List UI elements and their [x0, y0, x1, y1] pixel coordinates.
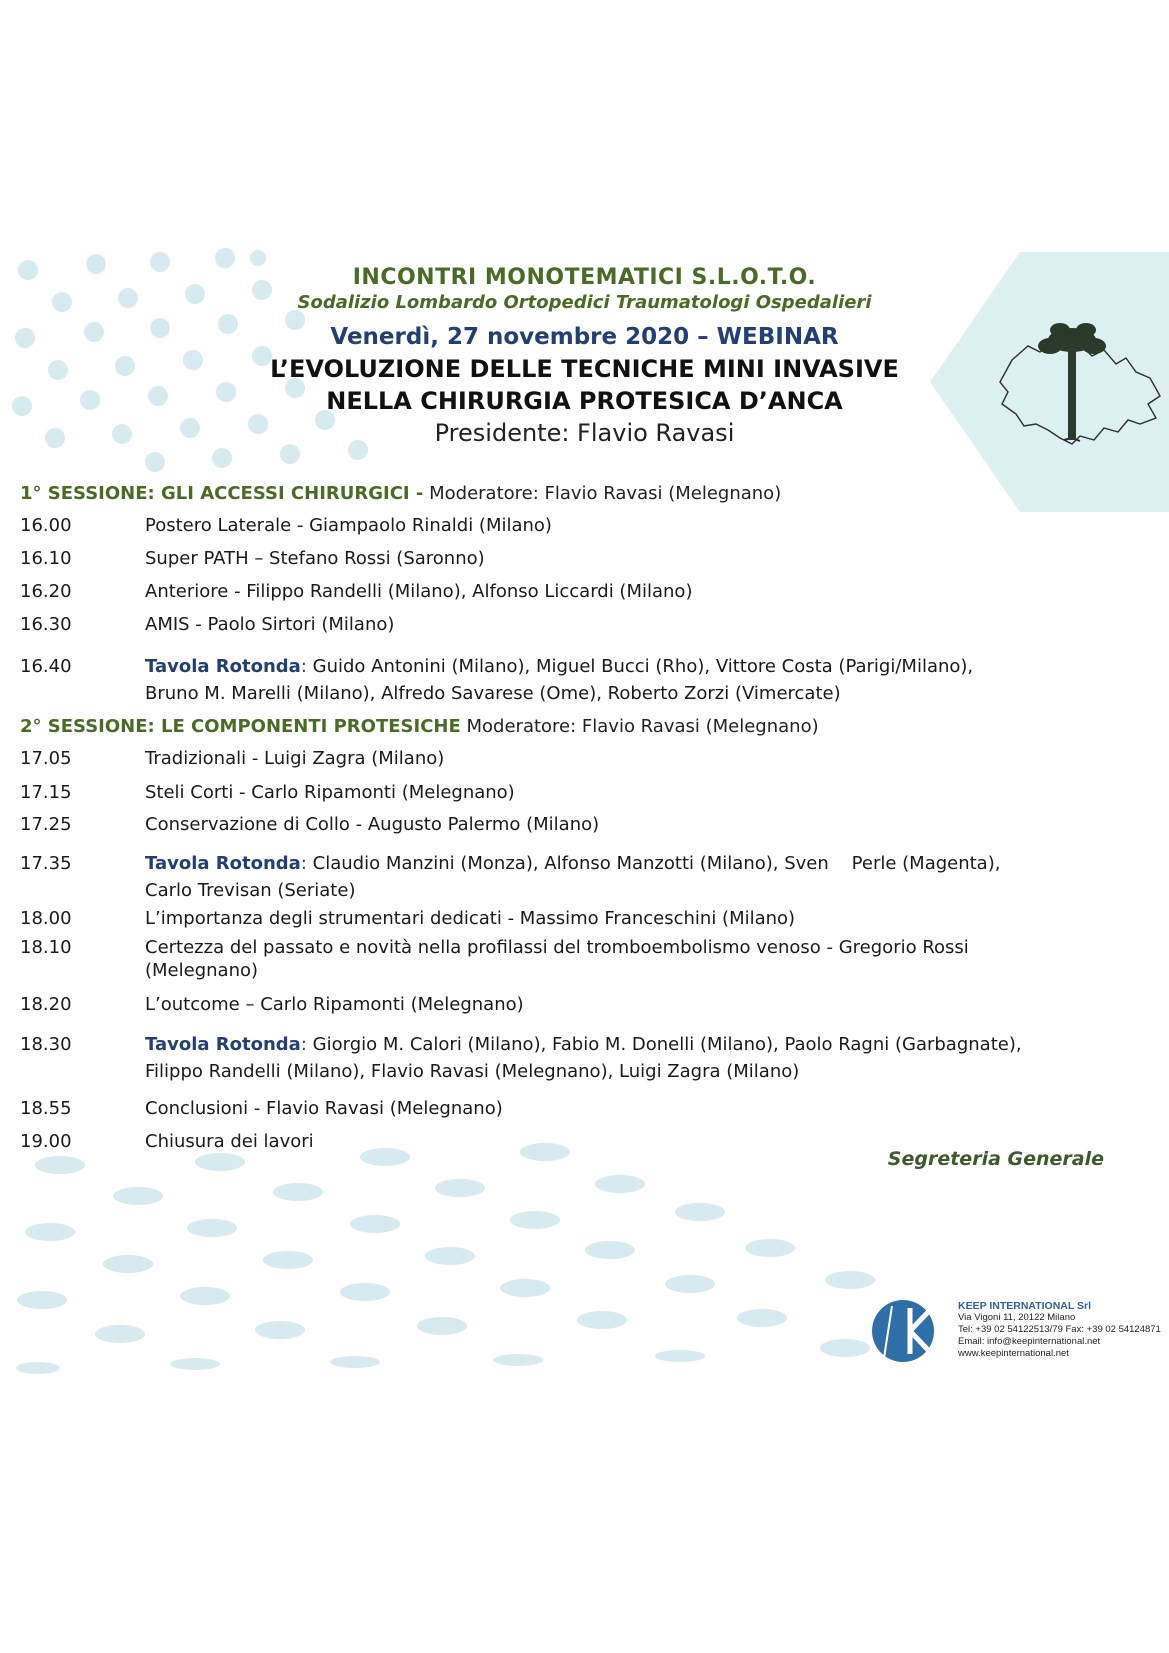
row-time: 17.25 — [20, 814, 72, 835]
keep-international-logo — [870, 1298, 936, 1368]
date-separator: – — [689, 324, 717, 350]
round-table-text — [145, 1031, 1145, 1085]
row-text: Steli Corti - Carlo Ripamonti (Melegnano) — [145, 782, 515, 803]
row-time: 18.55 — [20, 1098, 72, 1119]
round-table-colon: : — [300, 656, 307, 677]
event-format: WEBINAR — [716, 324, 839, 350]
round-table-label: Tavola Rotonda — [145, 853, 301, 874]
row-time: 18.00 — [20, 908, 72, 929]
session2-title: 2° SESSIONE: LE COMPONENTI PROTESICHE — [20, 716, 461, 737]
row-time: 16.00 — [20, 515, 72, 536]
company-phone: Tel: +39 02 54122513/79 Fax: +39 02 54124871 — [958, 1324, 1161, 1335]
event-title-line1: L’EVOLUZIONE DELLE TECNICHE MINI INVASIVE — [270, 355, 899, 383]
round-table-line1: Guido Antonini (Milano), Miguel Bucci (Rho), Vittore Costa (Parigi/Milano), — [306, 656, 974, 677]
round-table-line2: Carlo Trevisan (Seriate) — [145, 880, 356, 901]
company-address: Via Vigoni 11, 20122 Milano — [958, 1312, 1076, 1323]
row-text: L’outcome – Carlo Ripamonti (Melegnano) — [145, 994, 524, 1015]
session2-header — [20, 716, 819, 737]
round-table-colon: : — [300, 1034, 307, 1055]
row-text: AMIS - Paolo Sirtori (Milano) — [145, 614, 395, 635]
round-table-text — [145, 850, 1145, 904]
row-text: Postero Laterale - Giampaolo Rinaldi (Milano) — [145, 515, 552, 536]
round-table-label: Tavola Rotonda — [145, 1034, 301, 1055]
row-time: 19.00 — [20, 1131, 72, 1152]
row-text: Anteriore - Filippo Randelli (Milano), Alfonso Liccardi (Milano) — [145, 581, 693, 602]
row-time: 16.10 — [20, 548, 72, 569]
session2-moderator: Moderatore: Flavio Ravasi (Melegnano) — [460, 716, 819, 737]
row-time: 18.20 — [20, 994, 72, 1015]
row-text-line1: Certezza del passato e novità nella profilassi del tromboembolismo venoso - Gregorio Rossi — [145, 937, 969, 958]
row-text: Conclusioni - Flavio Ravasi (Melegnano) — [145, 1098, 503, 1119]
event-date-line — [0, 324, 1169, 350]
round-table-label: Tavola Rotonda — [145, 656, 301, 677]
round-table-line2: Bruno M. Marelli (Milano), Alfredo Savarese (Ome), Roberto Zorzi (Vimercate) — [145, 683, 841, 704]
round-table-line1: Claudio Manzini (Monza), Alfonso Manzotti (Milano), Sven Perle (Magenta), — [306, 853, 1001, 874]
session1-title: 1° SESSIONE: GLI ACCESSI CHIRURGICI - — [20, 483, 424, 504]
row-time: 17.15 — [20, 782, 72, 803]
company-email: Email: info@keepinternational.net — [958, 1336, 1101, 1347]
session1-moderator: Moderatore: Flavio Ravasi (Melegnano) — [429, 483, 782, 504]
row-text: L’importanza degli strumentari dedicati - Massimo Franceschini (Milano) — [145, 908, 796, 929]
company-website: www.keepinternational.net — [958, 1348, 1069, 1359]
keep-logo-icon — [870, 1298, 936, 1364]
row-text: Tradizionali - Luigi Zagra (Milano) — [145, 748, 445, 769]
keep-contact-block — [958, 1300, 1161, 1360]
row-time: 16.30 — [20, 614, 72, 635]
president: Presidente: Flavio Ravasi — [434, 419, 735, 447]
session1-header — [20, 483, 781, 504]
row-time: 18.30 — [20, 1034, 72, 1055]
row-time: 16.40 — [20, 656, 72, 677]
round-table-colon: : — [300, 853, 307, 874]
round-table-line1: Giorgio M. Calori (Milano), Fabio M. Donelli (Milano), Paolo Ragni (Garbagnate), — [306, 1034, 1022, 1055]
bottom-dot-pattern — [16, 1143, 875, 1374]
row-text: Conservazione di Collo - Augusto Palermo (Milano) — [145, 814, 600, 835]
row-time: 17.35 — [20, 853, 72, 874]
row-time: 16.20 — [20, 581, 72, 602]
organization-full-name: Sodalizio Lombardo Ortopedici Traumatologi Ospedalieri — [297, 292, 872, 313]
round-table-text — [145, 653, 1145, 707]
row-text: Chiusura dei lavori — [145, 1131, 314, 1152]
row-time: 18.10 — [20, 937, 72, 958]
company-name: KEEP INTERNATIONAL Srl — [958, 1300, 1092, 1312]
row-text-line2: (Melegnano) — [145, 960, 259, 981]
row-time: 17.05 — [20, 748, 72, 769]
secretariat-label: Segreteria Generale — [887, 1148, 1104, 1170]
row-text: Super PATH – Stefano Rossi (Saronno) — [145, 548, 485, 569]
round-table-line2: Filippo Randelli (Milano), Flavio Ravasi (Melegnano), Luigi Zagra (Milano) — [145, 1061, 800, 1082]
event-date: Venerdì, 27 novembre 2020 — [330, 324, 690, 350]
row-text — [145, 936, 1145, 982]
organization-title: INCONTRI MONOTEMATICI S.L.O.T.O. — [352, 265, 817, 290]
event-title-line2: NELLA CHIRURGIA PROTESICA D’ANCA — [326, 387, 843, 415]
